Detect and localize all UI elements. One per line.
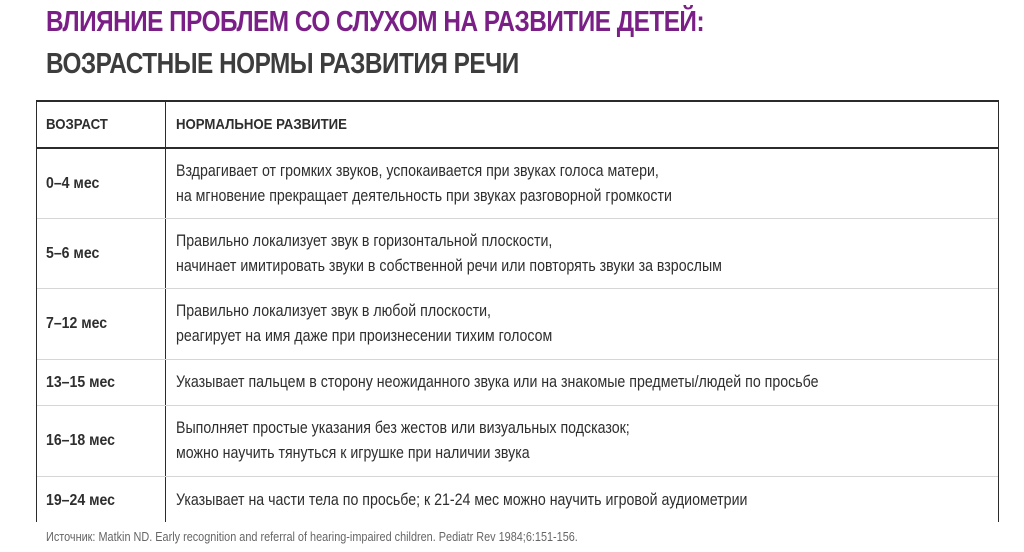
table-row bbox=[37, 406, 998, 477]
description-line: реагирует на имя даже при произнесении тихим голосом bbox=[176, 327, 553, 345]
age-norms-table bbox=[36, 100, 999, 522]
row-description bbox=[176, 416, 630, 466]
description-line: Указывает пальцем в сторону неожиданного звука или на знакомые предметы/людей по просьбе bbox=[176, 373, 819, 391]
row-description bbox=[176, 159, 672, 209]
table-row bbox=[37, 219, 998, 289]
row-age: 5–6 мес bbox=[46, 244, 100, 262]
table-row bbox=[37, 149, 998, 219]
description-line: Правильно локализует звук в любой плоскости, bbox=[176, 302, 491, 320]
table-row bbox=[37, 360, 998, 406]
row-age: 0–4 мес bbox=[46, 174, 100, 192]
description-line: Указывает на части тела по просьбе; к 21-24 мес можно научить игровой аудиометрии bbox=[176, 491, 748, 509]
description-line: начинает имитировать звуки в собственной речи или повторять звуки за взрослым bbox=[176, 256, 722, 275]
table-header-row bbox=[37, 102, 998, 149]
row-age: 19–24 мес bbox=[46, 491, 115, 509]
row-description bbox=[176, 299, 552, 349]
description-line: на мгновение прекращает деятельность при звуках разговорной громкости bbox=[176, 186, 672, 205]
page-title-line-1: ВЛИЯНИЕ ПРОБЛЕМ СО СЛУХОМ НА РАЗВИТИЕ ДЕТЕЙ: bbox=[46, 6, 705, 38]
row-description bbox=[176, 229, 722, 279]
header-development: НОРМАЛЬНОЕ РАЗВИТИЕ bbox=[176, 116, 347, 133]
row-age: 7–12 мес bbox=[46, 315, 108, 332]
row-age: 13–15 мес bbox=[46, 373, 115, 391]
header-age: ВОЗРАСТ bbox=[46, 116, 108, 133]
table-row bbox=[37, 289, 998, 360]
description-line: Выполняет простые указания без жестов или визуальных подсказок; bbox=[176, 419, 630, 437]
row-description bbox=[176, 370, 819, 395]
row-description bbox=[176, 488, 747, 513]
description-line: Вздрагивает от громких звуков, успокаивается при звуках голоса матери, bbox=[176, 161, 659, 180]
page-title-line-2: ВОЗРАСТНЫЕ НОРМЫ РАЗВИТИЯ РЕЧИ bbox=[46, 48, 519, 80]
description-line: можно научить тянуться к игрушке при наличии звука bbox=[176, 444, 530, 462]
table-row bbox=[37, 477, 998, 524]
source-citation: Источник: Matkin ND. Early recognition and referral of hearing-impaired children. Pediatr Rev 1984;6:151-156. bbox=[46, 530, 578, 544]
row-age: 16–18 мес bbox=[46, 432, 115, 449]
description-line: Правильно локализует звук в горизонтальной плоскости, bbox=[176, 231, 553, 250]
